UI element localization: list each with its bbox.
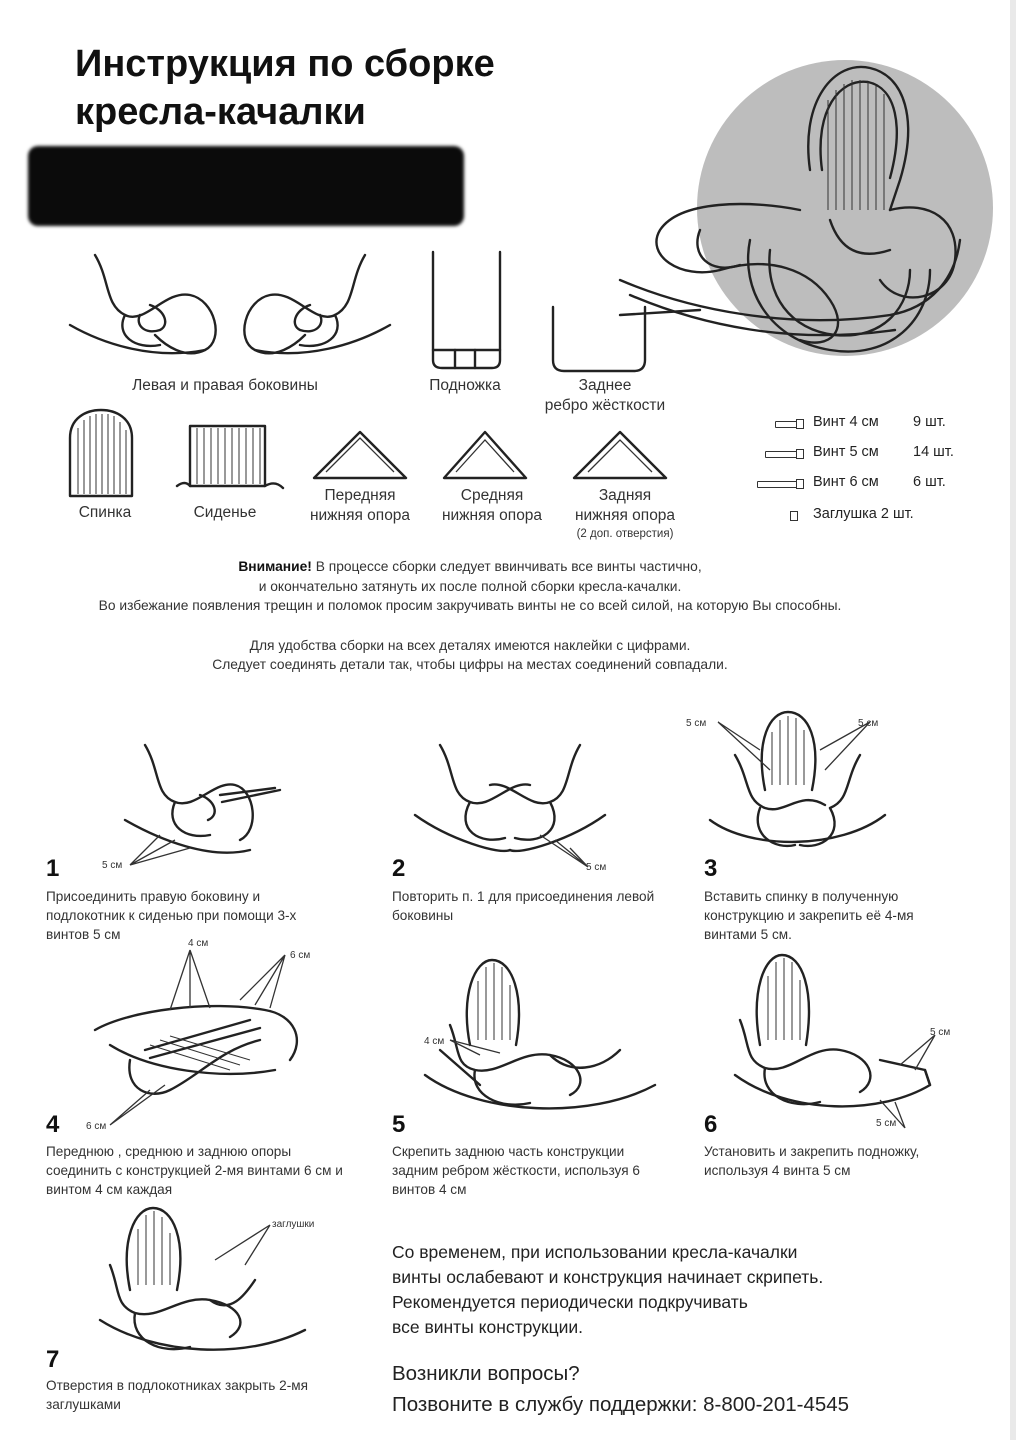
- hero-chair-illustration: [600, 60, 1000, 390]
- warning-line-2: и окончательно затянуть их после полной сборки кресла-качалки.: [258, 578, 682, 594]
- seat-illustration: [175, 424, 285, 496]
- step-7-illustration: [95, 1205, 355, 1365]
- hardware-name: Заглушка 2 шт.: [813, 506, 914, 522]
- page-title: [75, 40, 495, 136]
- warning-line-4: Для удобства сборки на всех деталях имеются наклейки с цифрами.: [249, 637, 691, 653]
- rear-rib-line-2: ребро жёсткости: [544, 397, 666, 414]
- middle-support-label: [422, 486, 562, 526]
- hardware-row-screw-4: [765, 414, 975, 434]
- rear-support-illustration: [572, 428, 668, 483]
- step-4-dim-4cm: 4 см: [188, 938, 209, 949]
- rear-support-label: [555, 486, 695, 542]
- maintenance-line-4: все винты конструкции.: [392, 1317, 584, 1337]
- step-3-number: 3: [704, 855, 718, 882]
- front-support-line-2: нижняя опора: [309, 507, 411, 524]
- contact-block: [392, 1358, 992, 1420]
- screw-4-icon: [775, 421, 797, 428]
- screw-5-icon: [765, 451, 797, 458]
- warning-bold: Внимание!: [238, 559, 312, 574]
- step-6-number: 6: [704, 1111, 718, 1138]
- step-2-number: 2: [392, 855, 406, 882]
- maintenance-line-1: Со временем, при использовании кресла-качалки: [392, 1242, 798, 1262]
- front-support-line-1: Передняя: [324, 487, 396, 504]
- sides-label: Левая и правая боковины: [132, 377, 318, 394]
- page-edge: [1010, 0, 1016, 1440]
- screw-6-icon: [757, 481, 797, 488]
- hardware-count: 6 шт.: [913, 474, 946, 490]
- warning-line-5: Следует соединять детали так, чтобы цифры на местах соединений совпадали.: [212, 657, 728, 672]
- maintenance-line-3: Рекомендуется периодически подкручивать: [392, 1292, 748, 1312]
- step-3-dim-left: 5 см: [686, 718, 707, 729]
- step-2-text: Повторить п. 1 для присоединения левой боковины: [392, 889, 655, 923]
- hardware-row-screw-5: [765, 444, 975, 464]
- middle-support-line-2: нижняя опора: [441, 507, 543, 524]
- maintenance-line-2: винты ослабевают и конструкция начинает скрипеть.: [392, 1267, 824, 1287]
- front-support-label: [290, 486, 430, 526]
- step-2-illustration: [410, 740, 610, 870]
- title-line-1: Инструкция по сборке: [75, 43, 495, 85]
- footrest-label: Подножка: [429, 377, 501, 394]
- hero-circle: [697, 60, 993, 356]
- step-5-number: 5: [392, 1111, 406, 1138]
- seat-label: Сиденье: [193, 504, 257, 521]
- step-6-illustration: [730, 950, 960, 1130]
- warning-line-1: В процессе сборки следует ввинчивать все винты частично,: [311, 559, 702, 574]
- warning-line-3: Во избежание появления трещин и поломок просим закручивать винты не со всей силой, на которую Вы способны.: [98, 598, 842, 613]
- middle-support-line-1: Средняя: [460, 487, 524, 504]
- hardware-name: Винт 5 см: [813, 444, 879, 460]
- step-1-number: 1: [46, 855, 60, 882]
- step-5-text: Скрепить заднюю часть конструкции задним ребром жёсткости, используя 6 винтов 4 см: [392, 1144, 640, 1197]
- step-4-illustration: [90, 950, 320, 1130]
- step-7-dim: заглушки: [272, 1219, 315, 1230]
- step-6-text: Установить и закрепить подножку, используя 4 винта 5 см: [704, 1144, 920, 1178]
- hardware-count: 9 шт.: [913, 414, 946, 430]
- warning-block: [40, 557, 900, 675]
- hardware-name: Винт 6 см: [813, 474, 879, 490]
- step-4-dim-6cm-top: 6 см: [290, 950, 311, 961]
- step-3-text: Вставить спинку в полученную конструкцию и закрепить её 4-мя винтами 5 см.: [704, 889, 914, 942]
- hardware-row-plug: [765, 506, 975, 526]
- sides-illustration: [65, 250, 395, 370]
- hardware-count: 14 шт.: [913, 444, 954, 460]
- rear-support-line-1: Задняя: [598, 487, 652, 504]
- step-6-dim-bottom: 5 см: [876, 1118, 897, 1129]
- maintenance-note: [392, 1240, 932, 1340]
- step-4-number: 4: [46, 1111, 60, 1138]
- step-5-illustration: [420, 955, 660, 1125]
- step-3-illustration: [700, 710, 890, 870]
- step-3-dim-right: 5 см: [858, 718, 879, 729]
- step-1-dim: 5 см: [102, 860, 123, 871]
- hardware-row-screw-6: [765, 474, 975, 494]
- middle-support-illustration: [442, 428, 528, 483]
- step-4-dim-6cm-bottom: 6 см: [86, 1121, 107, 1132]
- footrest-illustration: [430, 250, 505, 375]
- rear-support-note: (2 доп. отверстия): [576, 528, 674, 540]
- backrest-illustration: [68, 408, 134, 498]
- step-1-text: Присоединить правую боковину и подлокотник к сиденью при помощи 3-х винтов 5 см: [46, 889, 297, 942]
- step-1-illustration: [120, 740, 285, 870]
- step-6-dim-top: 5 см: [930, 1027, 951, 1038]
- step-2-dim: 5 см: [586, 862, 607, 873]
- front-support-illustration: [312, 428, 408, 483]
- rear-rib-line-1: Заднее: [578, 377, 632, 394]
- contact-question: Возникли вопросы?: [392, 1362, 580, 1385]
- step-4-text: Переднюю , среднюю и заднюю опоры соединить с конструкцией 2-мя винтами 6 см и винтом 4 см каждая: [46, 1144, 343, 1197]
- redaction-bar: [28, 146, 464, 226]
- rear-rib-illustration: [550, 305, 650, 377]
- backrest-label: Спинка: [78, 504, 132, 521]
- plug-icon: [790, 511, 798, 521]
- step-7-text: Отверстия в подлокотниках закрыть 2-мя заглушками: [46, 1378, 308, 1412]
- rear-support-line-2: нижняя опора: [574, 507, 676, 524]
- step-5-dim: 4 см: [424, 1036, 445, 1047]
- title-line-2: кресла-качалки: [75, 91, 366, 133]
- contact-phone[interactable]: Позвоните в службу поддержки: 8-800-201-4545: [392, 1393, 850, 1416]
- step-7-number: 7: [46, 1346, 60, 1373]
- rear-rib-label: [520, 376, 690, 416]
- hardware-name: Винт 4 см: [813, 414, 879, 430]
